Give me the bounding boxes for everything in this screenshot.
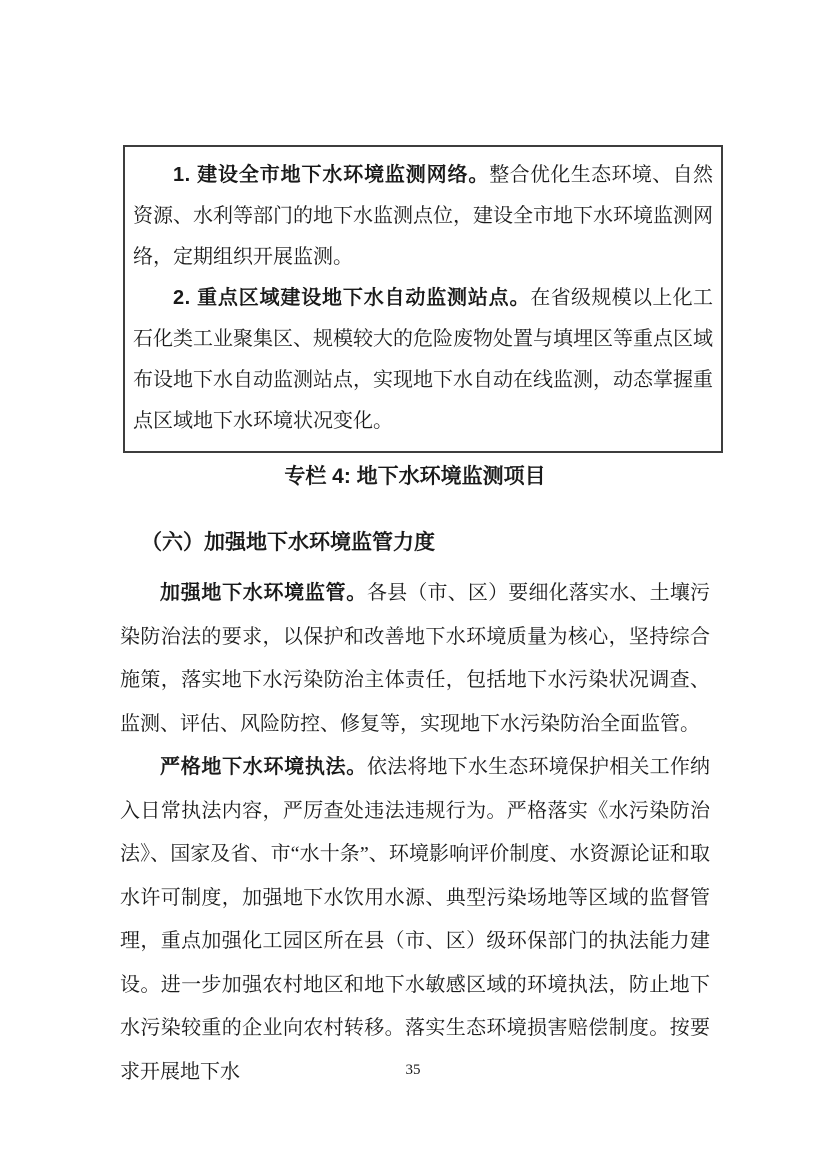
section-heading: （六）加强地下水环境监管力度	[141, 531, 435, 554]
callout-box	[123, 145, 723, 453]
body-paragraph-1	[120, 572, 710, 746]
body-paragraph-1-lead: 加强地下水环境监管。	[160, 582, 367, 604]
box-paragraph-2	[133, 278, 713, 442]
body-paragraph-2-body: 依法将地下水生态环境保护相关工作纳入日常执法内容，严厉查处违法违规行为。严格落实《水污染防治法》、国家及省、市“水十条”、环境影响评价制度、水资源论证和取水许可制度，加强地下水饮用水源、典型污染场地等区域的监督管理，重点加强化工园区所在县（市、区）级环保部门的执法能力建设。进一步加强农村地区和地下水敏感区域的环境执法，防止地下水污染较重的企业向农村转移。落实生态环境损害赔偿制度。按要求开展地下水	[120, 756, 711, 1083]
box-paragraph-1-lead: 1. 建设全市地下水环境监测网络。	[173, 164, 490, 186]
body-paragraph-2-lead: 严格地下水环境执法。	[160, 756, 367, 778]
box-paragraph-1-body: 整合优化生态环境、自然资源、水利等部门的地下水监测点位，建设全市地下水环境监测网络，定期组织开展监测。	[133, 164, 713, 268]
page-number: 35	[405, 1062, 421, 1078]
box-paragraph-2-body: 在省级规模以上化工石化类工业聚集区、规模较大的危险废物处置与填埋区等重点区域布设地下水自动监测站点，实现地下水自动在线监测，动态掌握重点区域地下水环境状况变化。	[133, 287, 713, 432]
page-content	[120, 145, 713, 1094]
body-paragraph-1-body: 各县（市、区）要细化落实水、土壤污染防治法的要求，以保护和改善地下水环境质量为核心，坚持综合施策，落实地下水污染防治主体责任，包括地下水污染状况调查、监测、评估、风险防控、修复等，实现地下水污染防治全面监管。	[120, 582, 711, 735]
box-paragraph-1	[133, 155, 713, 278]
box-caption: 专栏 4: 地下水环境监测项目	[284, 465, 546, 488]
box-paragraph-2-lead: 2. 重点区域建设地下水自动监测站点。	[173, 287, 531, 309]
body-paragraph-2	[120, 746, 710, 1094]
section-body	[120, 572, 710, 1094]
